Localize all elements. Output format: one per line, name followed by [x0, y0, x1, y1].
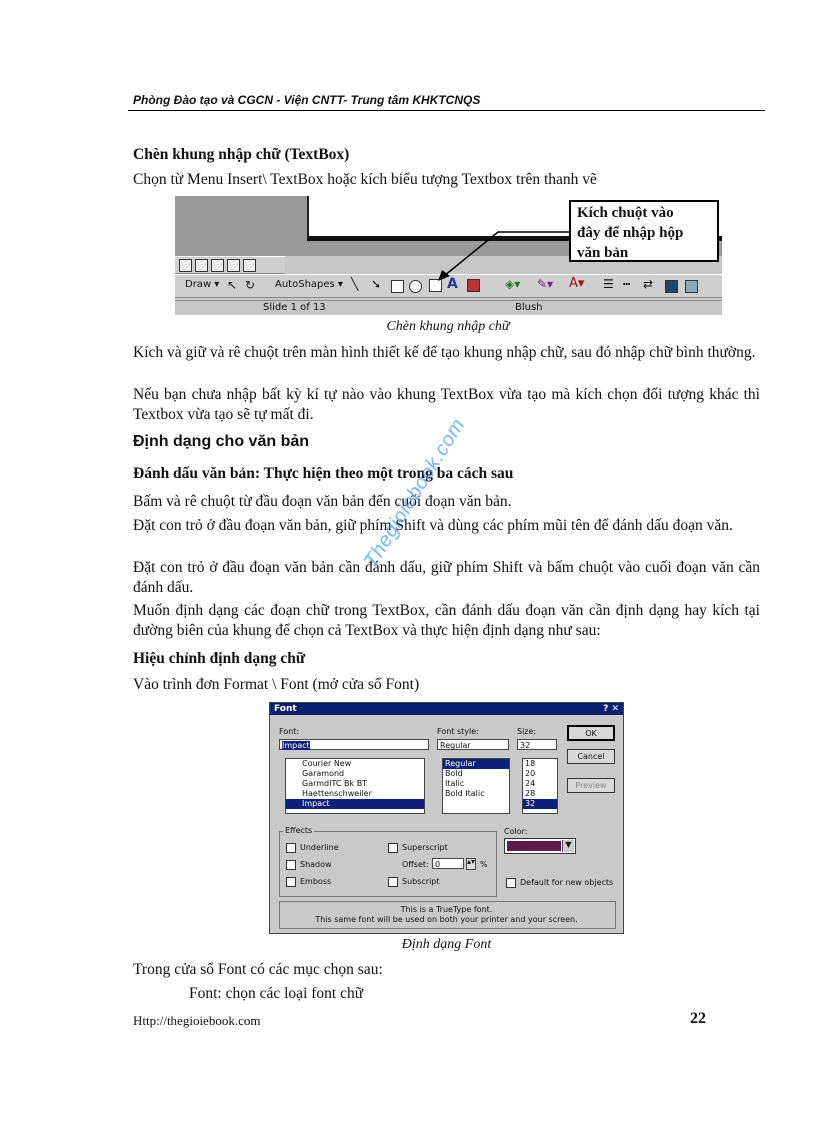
size-option[interactable]: 18: [525, 759, 536, 768]
truetype-info-1: This is a TrueType font.: [400, 905, 493, 914]
size-option-selected[interactable]: 32: [523, 799, 557, 809]
arrow-style-icon[interactable]: ⇄: [643, 277, 654, 291]
style-option[interactable]: Bold Italic: [445, 789, 485, 798]
para-drag: Kích và giữ và rê chuột trên màn hình thiết kế để tạo khung nhập chữ, sau đó nhập chữ bình thường.: [133, 344, 756, 361]
dialog-titlebar: [270, 703, 623, 715]
size-label: Size:: [517, 727, 537, 736]
sorter-view-icon[interactable]: [227, 259, 240, 272]
font-dialog: [269, 702, 624, 934]
footer-url[interactable]: Http://thegioiebook.com: [133, 1013, 261, 1028]
color-swatch: [507, 841, 561, 851]
size-option[interactable]: 28: [525, 789, 536, 798]
font-option[interactable]: Courier New: [302, 759, 352, 768]
offset-input[interactable]: 0: [432, 858, 464, 869]
para-empty-textbox: Nếu bạn chưa nhập bất kỳ kí tự nào vào khung TextBox vừa tạo mà kích chọn đối tượng khác thì Textbox vừa tạo sẽ tự mất đi.: [133, 386, 760, 423]
color-label: Color:: [504, 827, 528, 836]
callout-line-2: đây để nhập hộp: [577, 225, 684, 241]
default-checkbox[interactable]: [506, 878, 516, 888]
shadow-label: Shadow: [300, 860, 332, 869]
intro-text: Chọn từ Menu Insert\ TextBox hoặc kích biểu tượng Textbox trên thanh vẽ: [133, 171, 597, 188]
wordart-icon[interactable]: A: [447, 276, 458, 292]
rotate-icon[interactable]: ↻: [245, 278, 256, 292]
font-style-input[interactable]: Regular: [437, 739, 509, 750]
effects-label: Effects: [285, 826, 313, 835]
oval-icon[interactable]: [409, 280, 422, 293]
line-icon[interactable]: ╲: [351, 277, 359, 291]
size-option[interactable]: 20: [525, 769, 536, 778]
select-arrow-icon[interactable]: ↖: [227, 278, 238, 292]
page-number: 22: [690, 1010, 706, 1027]
status-bar: [175, 300, 722, 315]
font-option[interactable]: GarmdITC Bk BT: [302, 779, 368, 788]
status-slide-count: Slide 1 of 13: [263, 302, 326, 313]
shadow-checkbox[interactable]: [286, 860, 296, 870]
font-style-list[interactable]: [442, 758, 510, 814]
font-style-label: Font style:: [437, 727, 479, 736]
superscript-checkbox[interactable]: [388, 843, 398, 853]
emboss-checkbox[interactable]: [286, 877, 296, 887]
font-option-selected[interactable]: Impact: [286, 799, 424, 809]
status-design-name: Blush: [515, 302, 543, 313]
slide-view-icon[interactable]: [211, 259, 224, 272]
percent-label: %: [480, 860, 488, 869]
3d-icon[interactable]: [685, 280, 698, 293]
ok-button[interactable]: OK: [567, 725, 615, 741]
font-option-desc: Font: chọn các loại font chữ: [189, 985, 364, 1002]
fill-color-icon[interactable]: ◈▾: [505, 277, 521, 291]
offset-label: Offset:: [402, 860, 429, 869]
view-buttons-bar: [175, 256, 285, 274]
underline-checkbox[interactable]: [286, 843, 296, 853]
font-window-intro: Trong cửa sổ Font có các mục chọn sau:: [133, 961, 383, 978]
callout-box: [569, 200, 719, 262]
callout-arrow: [430, 226, 575, 286]
truetype-info-2: This same font will be used on both your printer and your screen.: [315, 915, 578, 924]
font-option[interactable]: Haettenschweiler: [302, 789, 372, 798]
callout-line-1: Kích chuột vào: [577, 205, 674, 221]
mark-method-1: Bấm và rê chuột từ đầu đoạn văn bản đến cuối đoạn văn bản.: [133, 493, 512, 510]
line-style-icon[interactable]: ☰: [603, 277, 614, 291]
format-font-menu: Vào trình đơn Format \ Font (mở cửa sổ Font): [133, 676, 420, 693]
offset-spinner-icon[interactable]: ▴▾: [466, 858, 476, 870]
font-name-input[interactable]: Impact: [279, 739, 429, 750]
default-label: Default for new objects: [520, 878, 614, 887]
size-option[interactable]: 24: [525, 779, 536, 788]
dialog-help-close-icon[interactable]: ? ✕: [603, 704, 619, 714]
size-list[interactable]: [522, 758, 558, 814]
shadow-icon[interactable]: [665, 280, 678, 293]
style-option-selected[interactable]: Regular: [443, 759, 509, 769]
color-dropdown[interactable]: [504, 838, 576, 854]
normal-view-icon[interactable]: [179, 259, 192, 272]
caption-font: Định dạng Font: [401, 937, 492, 952]
dash-style-icon[interactable]: ┅: [623, 277, 631, 291]
arrow-icon[interactable]: ➘: [371, 277, 382, 291]
underline-label: Underline: [300, 843, 339, 852]
subtitle-font-adjust: Hiệu chỉnh định dạng chữ: [133, 650, 306, 667]
font-option[interactable]: Garamond: [302, 769, 345, 778]
autoshapes-menu-button[interactable]: AutoShapes ▾: [275, 279, 343, 290]
format-textbox-para: Muốn định dạng các đoạn chữ trong TextBox, cần đánh dấu đoạn văn cần định dạng hay kích tại đường biên của khung để chọn cả TextBox và thực hiện định dạng như sau:: [133, 602, 760, 639]
chevron-down-icon[interactable]: ▼: [562, 840, 574, 852]
outline-view-icon[interactable]: [195, 259, 208, 272]
style-option[interactable]: Bold: [445, 769, 463, 778]
subscript-checkbox[interactable]: [388, 877, 398, 887]
subscript-label: Subscript: [402, 877, 440, 886]
section-title-textbox: Chèn khung nhập chữ (TextBox): [133, 146, 350, 163]
emboss-label: Emboss: [300, 877, 332, 886]
style-option[interactable]: Italic: [445, 779, 465, 788]
draw-menu-button[interactable]: Draw ▾: [185, 279, 220, 290]
caption-textbox: Chèn khung nhập chữ: [386, 319, 510, 334]
header-rule: [128, 110, 765, 111]
dialog-title: Font: [274, 704, 297, 714]
line-color-icon[interactable]: ✎▾: [537, 277, 554, 291]
preview-button[interactable]: Preview: [567, 778, 615, 793]
rectangle-icon[interactable]: [391, 280, 404, 293]
section-title-format: Định dạng cho văn bản: [133, 433, 310, 450]
page-header: Phòng Đào tạo và CGCN - Viện CNTT- Trung tâm KHKTCNQS: [133, 93, 481, 107]
font-list[interactable]: [285, 758, 425, 814]
mark-method-2: Đặt con trỏ ở đầu đoạn văn bản, giữ phím Shift và dùng các phím mũi tên để đánh dấu đoạn văn.: [133, 517, 733, 534]
watermark: Thegioiebook.com: [360, 414, 470, 572]
superscript-label: Superscript: [402, 843, 448, 852]
callout-line-3: văn bản: [577, 245, 629, 261]
show-view-icon[interactable]: [243, 259, 256, 272]
font-label: Font:: [279, 727, 300, 736]
size-input[interactable]: 32: [517, 739, 557, 750]
cancel-button[interactable]: Cancel: [567, 749, 615, 764]
font-color-icon[interactable]: A▾: [569, 276, 585, 291]
subtitle-mark: Đánh dấu văn bản: Thực hiện theo một trong ba cách sau: [133, 465, 514, 482]
mark-method-3: Đặt con trỏ ở đầu đoạn văn bản cần đánh dấu, giữ phím Shift và bấm chuột vào cuối đoạn văn cần đánh dấu.: [133, 559, 760, 596]
